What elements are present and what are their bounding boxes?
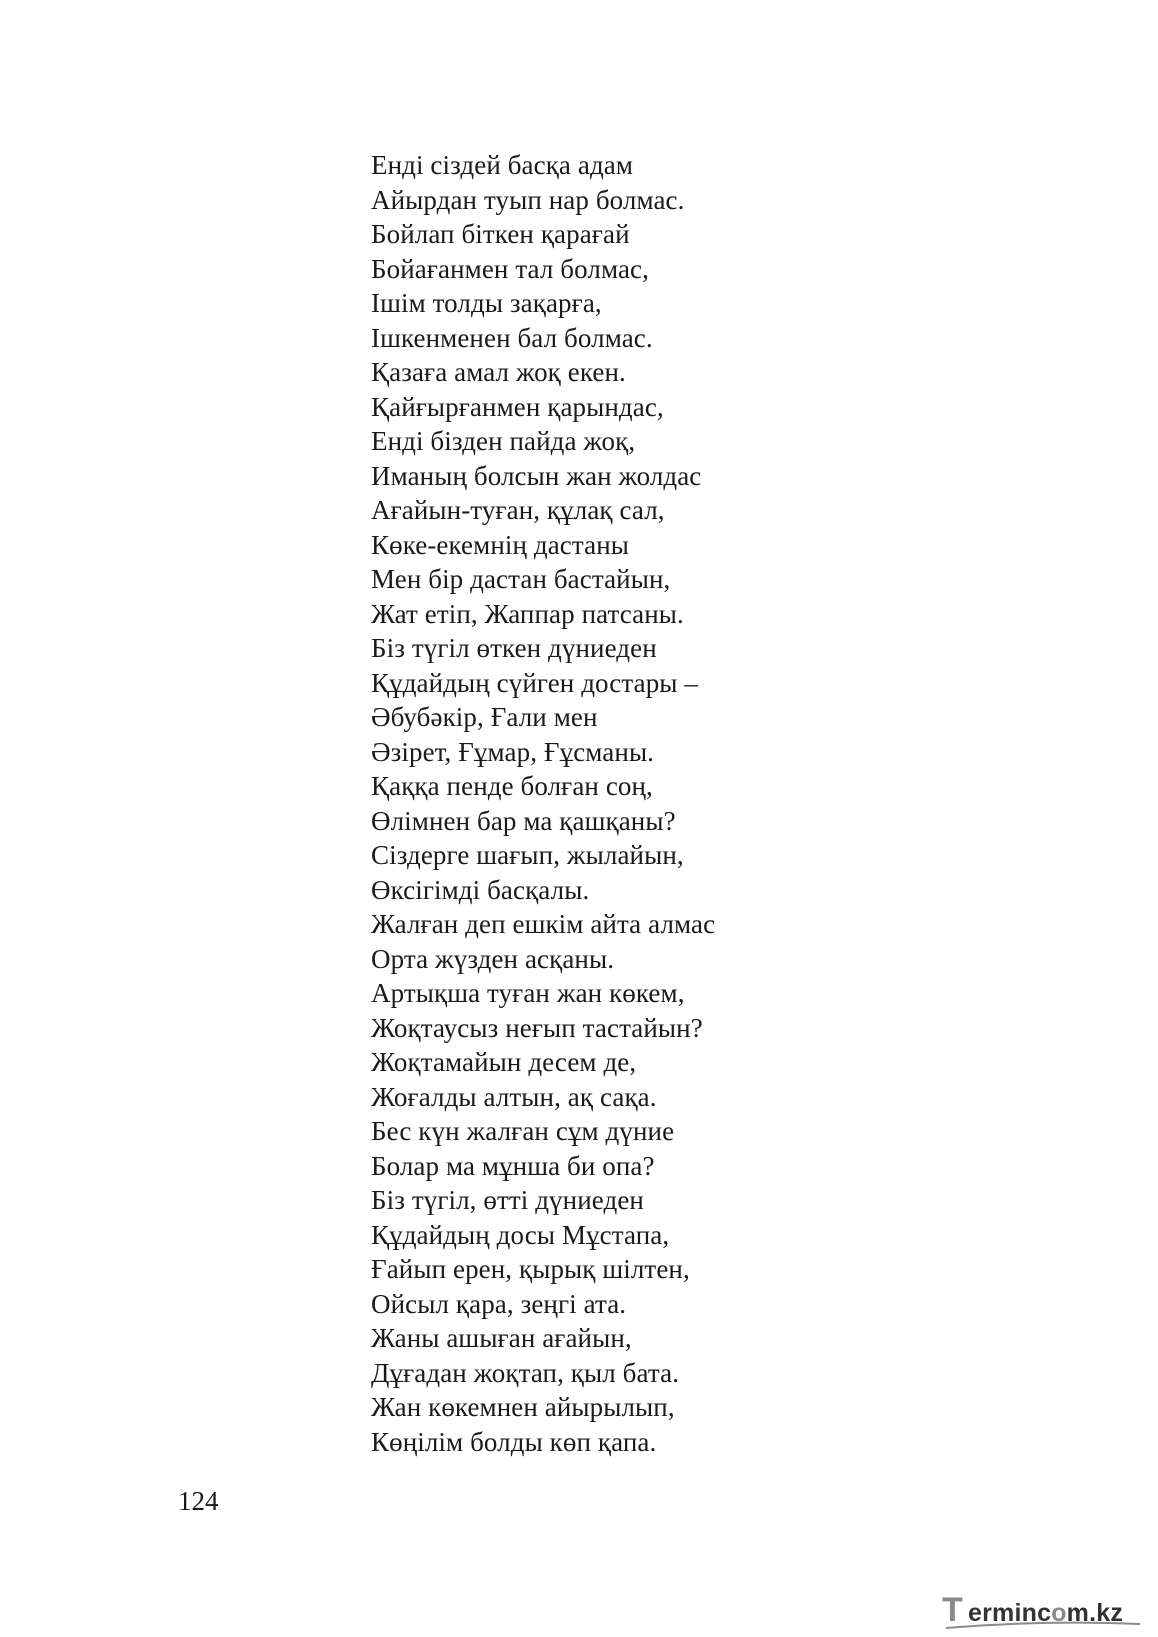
poem-line: Жоғалды алтын, ақ сақа. xyxy=(371,1081,657,1112)
poem-line: Өлімнен бар ма қашқаны? xyxy=(371,805,676,836)
poem-line: Орта жүзден асқаны. xyxy=(371,943,615,974)
poem-line: Қайғырғанмен қарындас, xyxy=(371,391,664,422)
poem-line: Әбубәкір, Ғали мен xyxy=(371,702,598,732)
termincom-watermark-logo xyxy=(942,1590,1142,1632)
poem-line: Айырдан туып нар болмас. xyxy=(371,184,685,215)
poem-line: Бойағанмен тал болмас, xyxy=(371,253,649,284)
watermark-t-letter: T xyxy=(942,1591,963,1629)
poem-line: Сіздерге шағып, жылайын, xyxy=(371,840,684,870)
poem-line: Енді бізден пайда жоқ, xyxy=(371,426,636,456)
poem-line: Мен бір дастан бастайын, xyxy=(371,564,671,594)
poem-line: Ішкенменен бал болмас. xyxy=(371,322,653,353)
poem-line: Артықша туған жан көкем, xyxy=(371,978,685,1008)
watermark-o-glyph: o xyxy=(1051,1599,1067,1627)
poem-line: Құдайдың сүйген достары – xyxy=(371,667,698,698)
poem-line: Біз түгіл өткен дүниеден xyxy=(371,633,657,663)
poem-line: Жоқтаусыз неғып тастайын? xyxy=(371,1012,703,1043)
poem-line: Қазаға амал жоқ екен. xyxy=(371,357,626,387)
poem-line: Көке-екемнің дастаны xyxy=(371,529,629,560)
poem-line: Енді сіздей басқа адам xyxy=(371,150,634,180)
watermark-swoosh-icon xyxy=(944,1618,1144,1632)
poem-line: Бойлап біткен қарағай xyxy=(371,219,630,249)
page-number: 124 xyxy=(178,1486,219,1516)
poem-line: Құдайдың досы Мұстапа, xyxy=(371,1219,670,1250)
poem-line: Жоқтамайын десем де, xyxy=(371,1047,637,1077)
poem-line: Ағайын-туған, құлақ сал, xyxy=(371,495,665,525)
poem-line: Әзірет, Ғұмар, Ғұсманы. xyxy=(371,736,655,767)
watermark-text-tail: m.kz xyxy=(1066,1599,1124,1627)
poem-line: Өксігімді басқалы. xyxy=(371,874,590,905)
poem-line: Біз түгіл, өтті дүниеден xyxy=(371,1185,644,1215)
poem-line: Бес күн жалған сұм дүние xyxy=(371,1116,675,1146)
poem-line: Болар ма мұнша би опа? xyxy=(371,1150,655,1181)
poem-line: Жалған деп ешкім айта алмас xyxy=(371,909,716,939)
poem-line: Жат етіп, Жаппар патсаны. xyxy=(371,598,684,629)
poem-line: Ғайып ерен, қырық шілтен, xyxy=(371,1254,690,1284)
poem-line: Дұғадан жоқтап, қыл бата. xyxy=(371,1357,680,1388)
poem-line: Ойсыл қара, зеңгі ата. xyxy=(371,1288,627,1319)
poem-text xyxy=(371,148,715,1459)
poem-line: Қаққа пенде болған соң, xyxy=(371,771,653,801)
poem-line: Жан көкемнен айырылып, xyxy=(371,1392,675,1422)
poem-line: Иманың болсын жан жолдас xyxy=(371,460,702,491)
poem-line: Ішім толды зақарға, xyxy=(371,288,602,318)
poem-line: Жаны ашыған ағайын, xyxy=(371,1323,632,1353)
poem-line: Көңілім болды көп қапа. xyxy=(371,1426,657,1457)
watermark-text-part: erminc xyxy=(968,1599,1052,1627)
